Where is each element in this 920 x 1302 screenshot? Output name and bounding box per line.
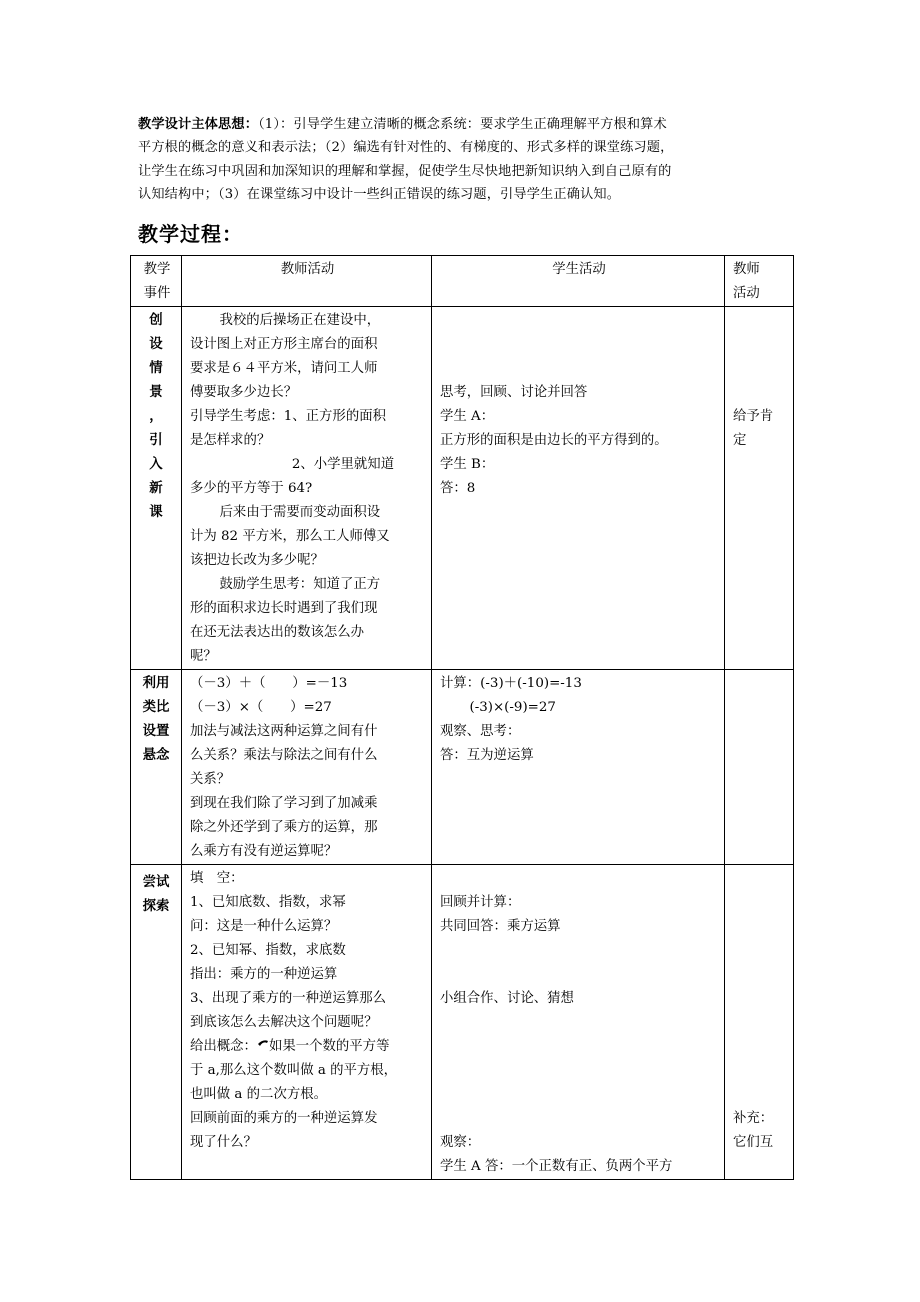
design-philosophy-label: 教学设计主体思想： [138,117,259,132]
teacher-feedback-cell: 给予肯 定 [725,307,794,670]
teacher-activity-cell: 填 空： 1、已知底数、指数，求幂 问：这是一种什么运算？ 2、已知幂、指数，求底数 指出：乘方的一种逆运算 3、出现了乘方的一种逆运算那么 到底该怎么去解决这个问题呢？ 给出概念： 如果一个数的平方等 于 a,那么这个数叫做 a 的平方根， 也叫做 a 的二次方根。 回顾前面的乘方的一种逆运算发 现了什么？ [182,865,432,1180]
ink-mark-icon [257,1039,269,1051]
table-row [131,307,794,670]
design-philosophy-paragraph [138,113,788,206]
teacher-feedback-cell [725,670,794,865]
event-cell: 创 设 情 景 ， 引 入 新 课 [131,307,182,670]
student-activity-cell: 回顾并计算： 共同回答：乘方运算 小组合作、讨论、猜想 观察： 学生 A 答：一个正数有正、负两个平方 [432,865,725,1180]
intro-line: 认知结构中；（3）在课堂练习中设计一些纠正错误的练习题，引导学生正确认知。 [138,186,621,202]
header-teacher-activity-2: 教师 活动 [725,256,794,307]
header-student-activity: 学生活动 [432,256,725,307]
header-teacher-activity: 教师活动 [182,256,432,307]
student-activity-cell: 计算：(-3)＋(-10)=-13 (-3)×(-9)=27 观察、思考： 答：互为逆运算 [432,670,725,865]
lesson-process-table [130,255,794,1180]
header-event: 教学 事件 [131,256,182,307]
teacher-feedback-cell: 补充： 它们互 [725,865,794,1180]
intro-line: （1）：引导学生建立清晰的概念系统：要求学生正确理解平方根和算术 [258,117,667,132]
teacher-activity-cell: （－3）＋（ ）=－13 （－3）×（ ）=27 加法与减法这两种运算之间有什 么关系？乘法与除法之间有什么 关系？ 到现在我们除了学习到了加减乘 除之外还学到了乘方的运算，那 么乘方有没有逆运算呢？ [182,670,432,865]
event-cell: 尝试 探索 [131,865,182,1180]
teacher-activity-cell: 我校的后操场正在建设中， 设计图上对正方形主席台的面积 要求是６４平方米，请问工人师 傅要取多少边长？ 引导学生考虑：1、正方形的面积 是怎样求的？ 2、小学里就知道 多少的平方等于 64? 后来由于需要而变动面积设 计为 82 平方米，那么工人师傅又 该把边长改为多少呢？ 鼓励学生思考：知道了正方 形的面积求边长时遇到了我们现 在还无法表达出的数该怎么办 呢？ [182,307,432,670]
table-header-row [131,256,794,307]
event-cell: 利用 类比 设置 悬念 [131,670,182,865]
section-heading: 教学过程： [138,222,243,246]
intro-line: 平方根的概念的意义和表示法；（2）编选有针对性的、有梯度的、形式多样的课堂练习题， [138,140,674,156]
table-row [131,670,794,865]
intro-line: 让学生在练习中巩固和加深知识的理解和掌握，促使学生尽快地把新知识纳入到自己原有的 [138,163,672,179]
student-activity-cell: 思考，回顾、讨论并回答 学生 A： 正方形的面积是由边长的平方得到的。 学生 B： 答：8 [432,307,725,670]
table-row [131,865,794,1180]
